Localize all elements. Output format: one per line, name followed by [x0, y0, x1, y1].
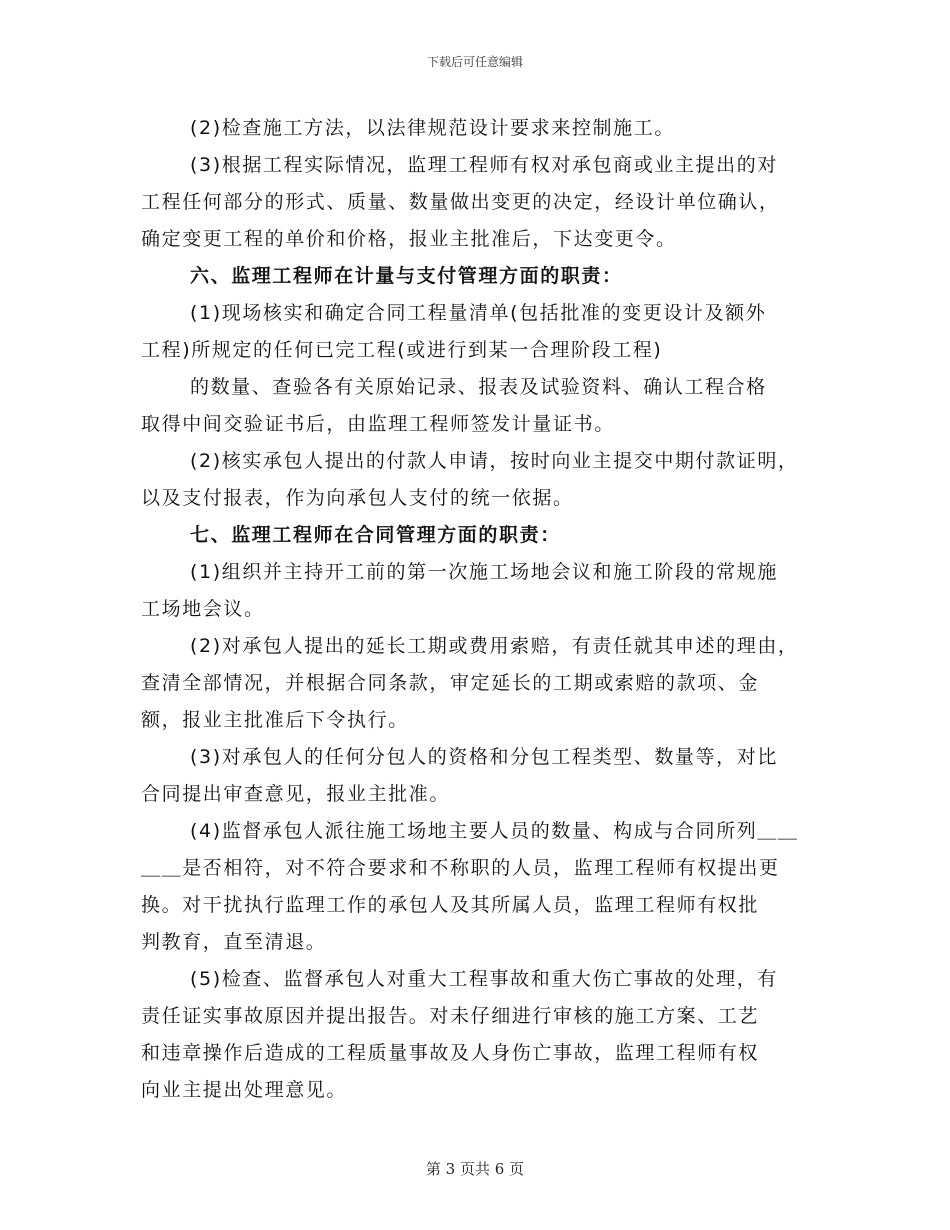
text-line: 查清全部情况，并根据合同条款，审定延长的工期或索赔的款项、金	[141, 672, 760, 694]
text-line: 以及支付报表，作为向承包人支付的统一依据。	[141, 487, 574, 509]
text-line: 和违章操作后造成的工程质量事故及人身伤亡事故，监理工程师有权	[141, 1042, 760, 1064]
text-line: (2)对承包人提出的延长工期或费用索赔，有责任就其申述的理由，	[190, 635, 799, 657]
text-line: 取得中间交验证书后，由监理工程师签发计量证书。	[141, 413, 615, 435]
text-line: (5)检查、监督承包人对重大工程事故和重大伤亡事故的处理，有	[190, 968, 778, 990]
text-line: 工场地会议。	[141, 598, 265, 620]
text-line: 工程任何部分的形式、质量、数量做出变更的决定，经设计单位确认，	[141, 191, 780, 213]
text-line: (1)组织并主持开工前的第一次施工场地会议和施工阶段的常规施	[190, 561, 778, 583]
text-line: (3)根据工程实际情况，监理工程师有权对承包商或业主提出的对	[190, 154, 778, 176]
text-line: 向业主提出处理意见。	[141, 1079, 348, 1101]
text-line: ＿＿是否相符，对不符合要求和不称职的人员，监理工程师有权提出更	[141, 857, 780, 879]
section-heading: 七、监理工程师在合同管理方面的职责：	[190, 524, 561, 546]
page-header: 下载后可任意编辑	[426, 55, 523, 69]
text-line: 工程)所规定的任何已完工程(或进行到某一合理阶段工程)	[141, 339, 663, 361]
section-heading: 六、监理工程师在计量与支付管理方面的职责：	[190, 265, 623, 287]
text-line: (1)现场核实和确定合同工程量清单(包括批准的变更设计及额外	[190, 302, 767, 324]
page-number: 第 3 页共 6 页	[425, 1160, 525, 1178]
text-line: 换。对干扰执行监理工作的承包人及其所属人员，监理工程师有权批	[141, 894, 760, 916]
text-line: 的数量、查验各有关原始记录、报表及试验资料、确认工程合格	[190, 376, 767, 398]
document-body	[141, 110, 821, 1109]
text-line: 判教育，直至清退。	[141, 931, 327, 953]
text-line: (2)核实承包人提出的付款人申请，按时向业主提交中期付款证明，	[190, 450, 799, 472]
text-line: 额，报业主批准后下令执行。	[141, 709, 409, 731]
text-line: 责任证实事故原因并提出报告。对未仔细进行审核的施工方案、工艺	[141, 1005, 760, 1027]
text-line: (4)监督承包人派往施工场地主要人员的数量、构成与合同所列＿＿	[190, 820, 799, 842]
text-line: (3)对承包人的任何分包人的资格和分包工程类型、数量等，对比	[190, 746, 778, 768]
text-line: (2)检查施工方法，以法律规范设计要求来控制施工。	[190, 117, 675, 139]
text-line: 合同提出审查意见，报业主批准。	[141, 783, 451, 805]
text-line: 确定变更工程的单价和价格，报业主批准后，下达变更令。	[141, 228, 677, 250]
